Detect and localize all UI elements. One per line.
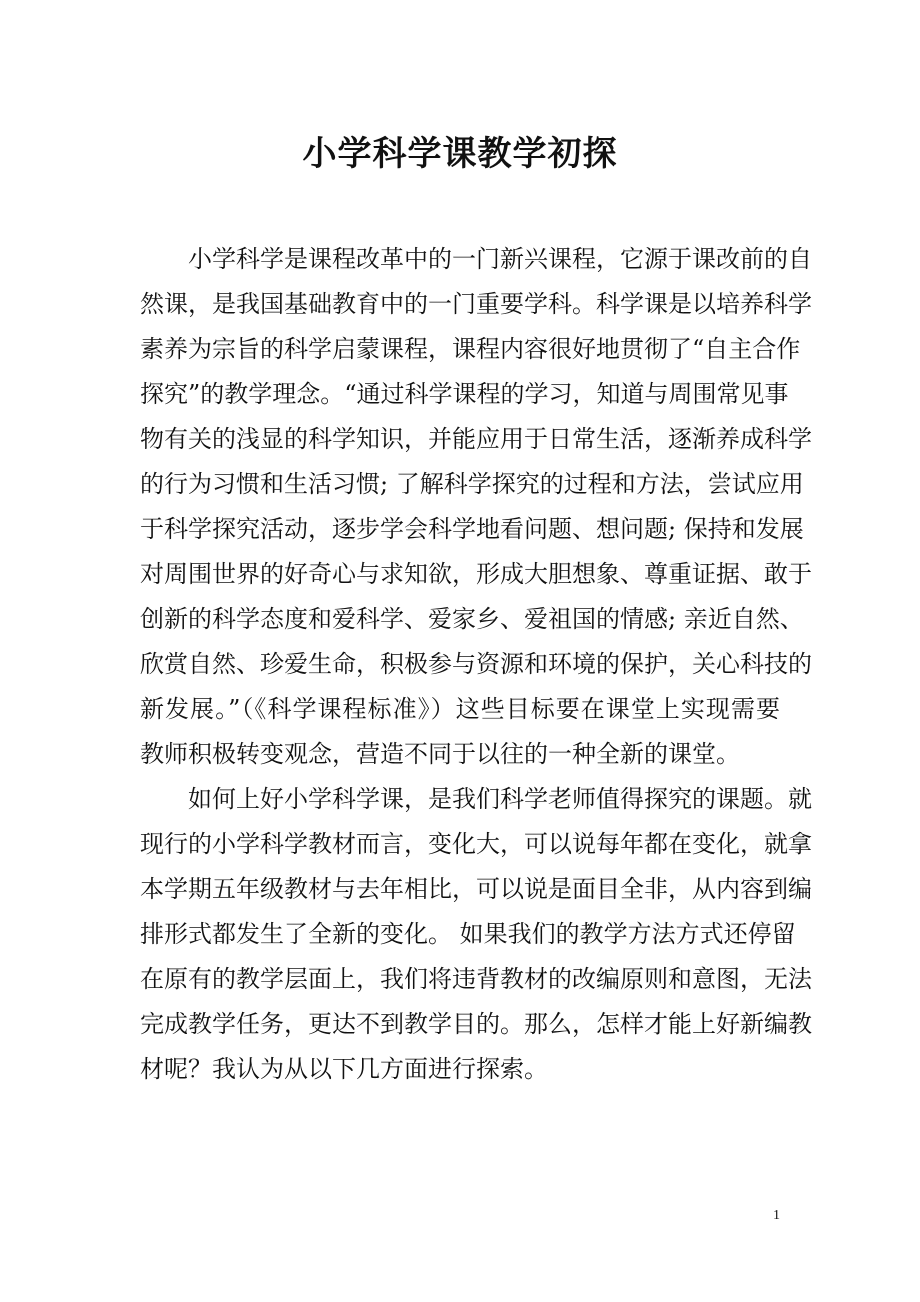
- page-number: 1: [773, 1208, 780, 1223]
- paragraph-line: 创新的科学态度和爱科学、爱家乡、爱祖国的情感; 亲近自然、: [140, 605, 804, 633]
- paragraph-line: 新发展。”（《科学课程标准》）这些目标要在课堂上实现需要: [140, 695, 780, 723]
- paragraph-line: 素养为宗旨的科学启蒙课程，课程内容很好地贯彻了“自主合作: [140, 335, 801, 363]
- paragraph-line: 完成教学任务，更达不到教学目的。那么，怎样才能上好新编教: [140, 1010, 812, 1038]
- document-body: [140, 237, 812, 1092]
- paragraph-line: 的行为习惯和生活习惯; 了解科学探究的过程和方法，尝试应用: [140, 470, 804, 498]
- paragraph-2: [140, 777, 812, 1092]
- paragraph-line: 探究”的教学理念。“通过科学课程的学习，知道与周围常见事: [140, 380, 789, 408]
- document-title: 小学科学课教学初探: [302, 134, 618, 174]
- paragraph-line: 材呢？我认为从以下几方面进行探索。: [140, 1055, 548, 1083]
- paragraph-line: 欣赏自然、珍爱生命，积极参与资源和环境的保护，关心科技的: [140, 650, 812, 678]
- paragraph-line: 小学科学是课程改革中的一门新兴课程，它源于课改前的自: [188, 245, 812, 273]
- paragraph-line: 在原有的教学层面上，我们将违背教材的改编原则和意图，无法: [140, 965, 812, 993]
- paragraph-1: [140, 237, 812, 777]
- paragraph-line: 于科学探究活动，逐步学会科学地看问题、想问题; 保持和发展: [140, 515, 804, 543]
- paragraph-line: 排形式都发生了全新的变化。 如果我们的教学方法方式还停留: [140, 920, 796, 948]
- paragraph-line: 本学期五年级教材与去年相比，可以说是面目全非，从内容到编: [140, 875, 812, 903]
- paragraph-line: 现行的小学科学教材而言，变化大，可以说每年都在变化，就拿: [140, 830, 812, 858]
- paragraph-line: 然课，是我国基础教育中的一门重要学科。科学课是以培养科学: [140, 290, 812, 318]
- paragraph-line: 物有关的浅显的科学知识，并能应用于日常生活，逐渐养成科学: [140, 425, 812, 453]
- paragraph-line: 如何上好小学科学课，是我们科学老师值得探究的课题。就: [188, 785, 812, 813]
- paragraph-line: 教师积极转变观念，营造不同于以往的一种全新的课堂。: [140, 740, 740, 768]
- paragraph-line: 对周围世界的好奇心与求知欲，形成大胆想象、尊重证据、敢于: [140, 560, 812, 588]
